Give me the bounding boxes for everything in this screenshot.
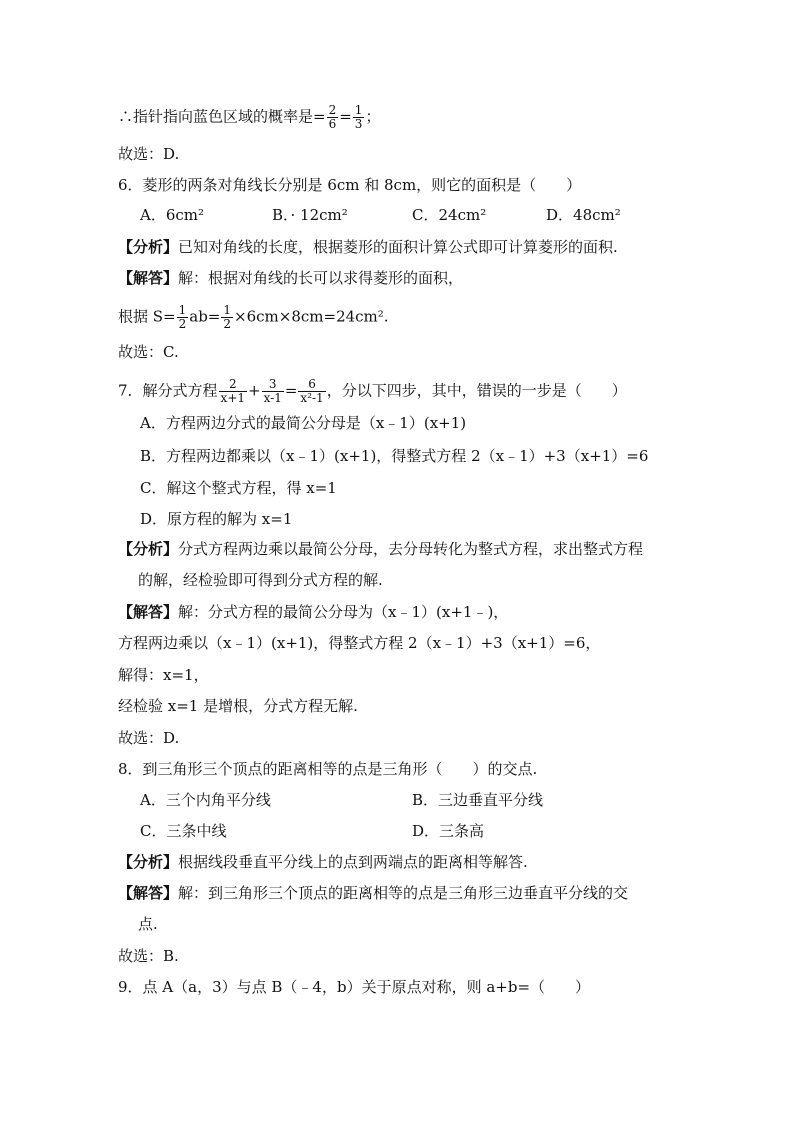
analysis-text: 分式方程两边乘以最简公分母，去分母转化为整式方程，求出整式方程 bbox=[178, 540, 644, 558]
fraction-denominator: 3 bbox=[354, 117, 363, 131]
fraction-denominator: x-1 bbox=[263, 391, 282, 405]
plus-sign: + bbox=[248, 381, 261, 400]
fraction-denominator: x²-1 bbox=[300, 391, 324, 405]
fraction-numerator: 2 bbox=[219, 378, 247, 392]
q6-stem: 6．菱形的两条对角线长分别是 6cm 和 8cm，则它的面积是（ ） bbox=[118, 176, 582, 194]
fraction-denominator: 6 bbox=[328, 117, 337, 131]
answer-text: 解：分式方程的最简公分母为（x﹣1）(x+1﹣)， bbox=[178, 603, 509, 621]
q7-step-3: 经检验 x=1 是增根，分式方程无解. bbox=[118, 697, 358, 715]
answer-tag: 【解答】 bbox=[118, 269, 179, 287]
probability-line bbox=[118, 104, 380, 131]
fraction-half bbox=[221, 304, 233, 331]
q8-stem: 8．到三角形三个顶点的距离相等的点是三角形（ ）的交点. bbox=[118, 760, 538, 778]
q7-stem-suffix: ，分以下四步，其中，错误的一步是（ ） bbox=[326, 381, 627, 400]
q8-choice: 故选：B. bbox=[118, 947, 179, 965]
fraction-half bbox=[177, 304, 189, 331]
calc-suffix: ×6cm×8cm=24cm². bbox=[234, 307, 389, 326]
q7-stem bbox=[118, 378, 627, 405]
probability-text: ∴指针指向蓝色区域的概率是= bbox=[118, 107, 326, 126]
q6-option-d: D．48cm² bbox=[546, 206, 621, 224]
choice-line-q5: 故选：D. bbox=[118, 145, 180, 163]
q7-option-b: B．方程两边都乘以（x﹣1）(x+1)，得整式方程 2（x﹣1）+3（x+1）=6 bbox=[140, 447, 649, 465]
q8-option-b: B．三边垂直平分线 bbox=[412, 791, 544, 809]
analysis-tag: 【分析】 bbox=[118, 853, 179, 871]
answer-text: 解：根据对角线的长可以求得菱形的面积， bbox=[178, 269, 464, 287]
q7-option-d: D．原方程的解为 x=1 bbox=[140, 510, 293, 528]
q8-analysis bbox=[118, 852, 528, 872]
q7-step-1: 方程两边乘以（x﹣1）(x+1)，得整式方程 2（x﹣1）+3（x+1）=6， bbox=[118, 634, 601, 652]
fraction-numerator: 3 bbox=[262, 378, 284, 392]
q6-analysis bbox=[118, 237, 618, 257]
fraction-numerator: 1 bbox=[178, 303, 187, 317]
q9-stem: 9．点 A（a，3）与点 B（﹣4，b）关于原点对称，则 a+b=（ ） bbox=[118, 978, 591, 996]
q6-option-c: C．24cm² bbox=[412, 206, 487, 224]
q7-stem-prefix: 7．解分式方程 bbox=[118, 381, 218, 400]
q6-calc bbox=[118, 304, 389, 331]
q7-step-2: 解得：x=1， bbox=[118, 666, 209, 684]
fraction-2-6 bbox=[327, 104, 339, 131]
equals-sign: = bbox=[339, 107, 352, 126]
q7-analysis-cont: 的解，经检验即可得到分式方程的解. bbox=[138, 571, 383, 589]
answer-tag: 【解答】 bbox=[118, 603, 179, 621]
calc-mid: ab= bbox=[189, 307, 221, 326]
q6-option-b: B．· 12cm² bbox=[272, 206, 348, 224]
fraction-1-3 bbox=[353, 104, 365, 131]
fraction-numerator: 1 bbox=[223, 303, 232, 317]
semicolon: ； bbox=[365, 107, 381, 126]
calc-prefix: 根据 S= bbox=[118, 307, 176, 326]
q7-option-a: A．方程两边分式的最简公分母是（x﹣1）(x+1) bbox=[140, 414, 467, 432]
fraction-denominator: x+1 bbox=[220, 391, 246, 405]
fraction-numerator: 6 bbox=[298, 378, 325, 392]
analysis-text: 已知对角线的长度，根据菱形的面积计算公式即可计算菱形的面积. bbox=[178, 238, 618, 256]
fraction-denominator: 2 bbox=[223, 317, 232, 331]
fraction-b bbox=[262, 378, 284, 405]
fraction-c bbox=[298, 378, 325, 405]
analysis-text: 根据线段垂直平分线上的点到两端点的距离相等解答. bbox=[178, 853, 528, 871]
answer-tag: 【解答】 bbox=[118, 884, 179, 902]
q6-choice: 故选：C. bbox=[118, 343, 179, 361]
equals-sign: = bbox=[284, 381, 298, 400]
fraction-numerator: 2 bbox=[328, 103, 337, 117]
fraction-denominator: 2 bbox=[178, 317, 187, 331]
q6-answer bbox=[118, 268, 463, 288]
q8-option-d: D．三条高 bbox=[412, 822, 485, 840]
q7-option-c: C．解这个整式方程，得 x=1 bbox=[140, 479, 337, 497]
q7-choice: 故选：D. bbox=[118, 729, 180, 747]
analysis-tag: 【分析】 bbox=[118, 540, 179, 558]
fraction-numerator: 1 bbox=[354, 103, 363, 117]
q8-answer bbox=[118, 883, 628, 903]
fraction-a bbox=[219, 378, 247, 405]
answer-text: 解：到三角形三个顶点的距离相等的点是三角形三边垂直平分线的交 bbox=[178, 884, 629, 902]
q7-analysis bbox=[118, 539, 643, 559]
q8-option-c: C．三条中线 bbox=[140, 822, 227, 840]
q8-option-a: A．三个内角平分线 bbox=[140, 791, 271, 809]
q8-answer-cont: 点. bbox=[138, 915, 158, 933]
q7-answer bbox=[118, 602, 508, 622]
q6-option-a: A．6cm² bbox=[140, 206, 205, 224]
analysis-tag: 【分析】 bbox=[118, 238, 179, 256]
